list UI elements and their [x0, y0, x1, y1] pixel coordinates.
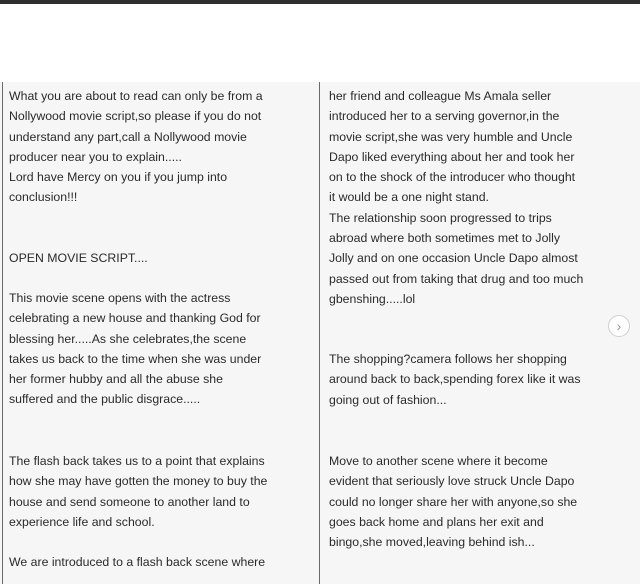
open-movie-script-heading: OPEN MOVIE SCRIPT....: [9, 251, 148, 265]
script-document: [0, 82, 640, 584]
left-border-line: [2, 82, 3, 584]
flash-back-paragraph: The flash back takes us to a point that explains how she may have gotten the money to buy the house and send someone to another land to experience life and school.: [9, 454, 268, 529]
column-divider-line: [319, 82, 320, 584]
opening-scene-paragraph: This movie scene opens with the actress celebrating a new house and thanking God for blessing her.....As she celebrates,the scene takes us back to the time when she was under her former hubby and all the abuse she suffered and the public disgrace.....: [9, 291, 262, 407]
shopping-paragraph: The shopping?camera follows her shopping around back to back,spending forex like it was going out of fashion...: [329, 352, 581, 407]
exit-paragraph: Move to another scene where it become evident that seriously love struck Uncle Dapo could no longer share her with anyone,so she goes back home and plans her exit and bingo,she moved,leaving behind ish...: [329, 454, 578, 550]
intro-paragraph: What you are about to read can only be from a Nollywood movie script,so please if you do not understand any part,call a Nollywood movie producer near you to explain..... Lord have Mercy on you if you jump into conclusion!!!: [9, 89, 263, 205]
next-slide-button[interactable]: [608, 315, 630, 337]
introduced-paragraph: We are introduced to a flash back scene where: [9, 555, 266, 569]
relationship-paragraph: her friend and colleague Ms Amala seller introduced her to a serving governor,in the movie script,she was very humble and Uncle Dapo liked everything about her and took her on to the shock of the introducer who thought it would be a one night stand. The relationship soon progressed to trips abroad where both sometimes met to Jolly Jolly and on one occasion Uncle Dapo almost passed out from taking that drug and too much gbenshing.....lol: [329, 89, 584, 306]
top-bar: [0, 0, 640, 4]
chevron-right-icon: ›: [616, 318, 622, 334]
